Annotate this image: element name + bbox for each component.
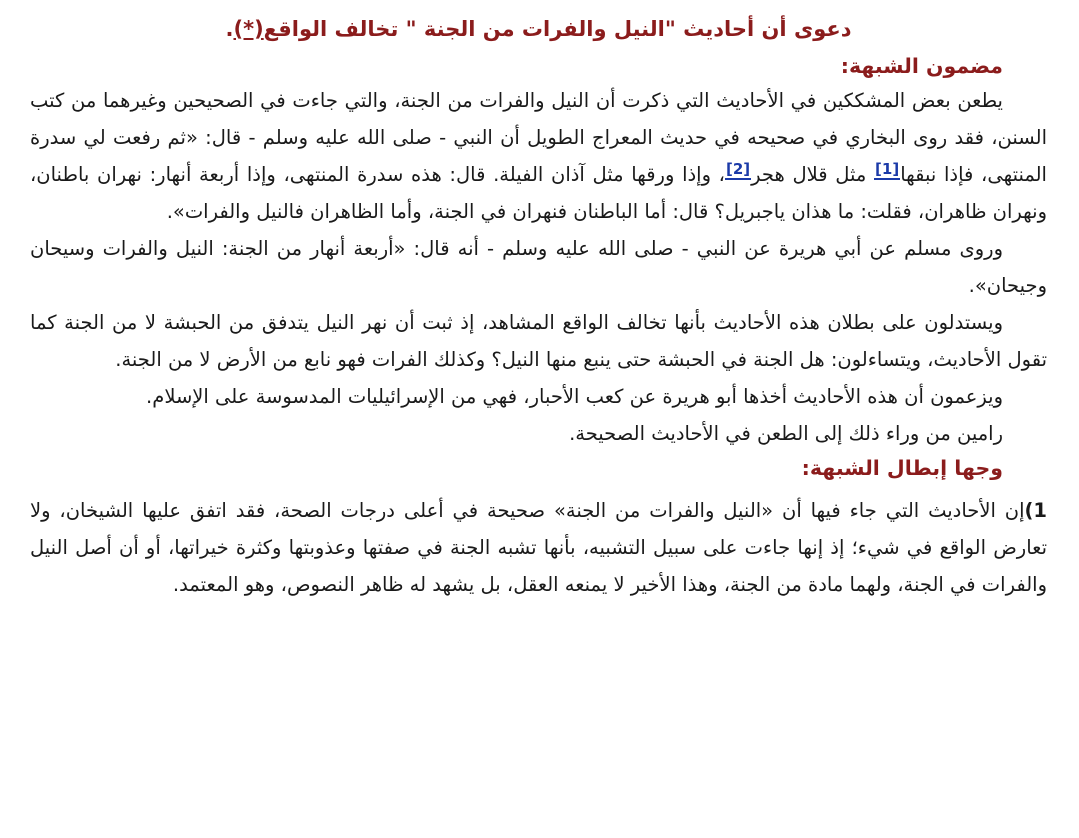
- paragraph-4: ويزعمون أن هذه الأحاديث أخذها أبو هريرة عن كعب الأحبار، فهي من الإسرائيليات المدسوسة على الإسلام.: [146, 385, 1003, 408]
- footnote-link-2[interactable]: [2]: [725, 160, 751, 178]
- paragraph-3: ويستدلون على بطلان هذه الأحاديث بأنها تخالف الواقع المشاهد، إذ ثبت أن نهر النيل يتدفق من الحبشة لا من الجنة كما تقول الأحاديث، ويتساءلون: هل الجنة في الحبشة حتى ينبع منها النيل؟ وكذلك الفرات فهو نابع من الأرض لا من الجنة.: [30, 311, 1047, 371]
- paragraph-1-part-c: ، وإذا ورقها مثل آذان الفيلة. قال: هذه سدرة المنتهى، وإذا أربعة أنهار: نهران باطنان، ونهران ظاهران، فقلت: ما هذان ياجبريل؟ قال: أما الباطنان فنهران في الجنة، وأما الظاهران فالنيل والفرات».: [30, 163, 1047, 223]
- paragraph-1-part-b: مثل قلال هجر: [751, 163, 875, 186]
- paragraph-1: [30, 82, 1047, 230]
- paragraph-6: [30, 492, 1047, 603]
- paragraph-6-text: إن الأحاديث التي جاء فيها أن «النيل والفرات من الجنة» صحيحة في أعلى درجات الصحة، فقد اتفق عليها الشيخان، ولا تعارض الواقع في شيء؛ إذ إنها جاءت على سبيل التشبيه، بأنها تشبه الجنة في صفتها وعذوبتها وكثرة خيراتها، أو أن أصل النيل والفرات في الجنة، ولهما مادة من الجنة، وهذا الأخير لا يمنعه العقل، بل يشهد له ظاهر النصوص، وهو المعتمد.: [30, 499, 1047, 596]
- section-spacer: [30, 484, 1047, 492]
- footnote-link-1[interactable]: [1]: [875, 160, 900, 178]
- section-heading-refutation: وجها إبطال الشبهة:: [801, 456, 1003, 480]
- paragraph-2: وروى مسلم عن أبي هريرة عن النبي - صلى الله عليه وسلم - أنه قال: «أربعة أنهار من الجنة: النيل والفرات وسيحان وجيحان».: [30, 237, 1047, 297]
- paragraph-1-part-a: يطعن بعض المشككين في الأحاديث التي ذكرت أن النيل والفرات من الجنة، والتي جاءت في الصحيحين وغيرهما من كتب السنن، فقد روى البخاري في صحيحه في حديث المعراج الطويل أن النبي - صلى الله عليه وسلم - قال: «ثم رفعت لي سدرة المنتهى، فإذا نبقها: [30, 89, 1047, 186]
- paragraph-5: رامين من وراء ذلك إلى الطعن في الأحاديث الصحيحة.: [569, 422, 1003, 445]
- section-heading-content: مضمون الشبهة:: [840, 54, 1003, 78]
- title-footnote-link[interactable]: (*): [233, 17, 264, 41]
- list-number: 1): [1024, 499, 1047, 522]
- page-title: دعوى أن أحاديث "النيل والفرات من الجنة " تخالف الواقع(*).: [225, 17, 852, 41]
- title-text: دعوى أن أحاديث "النيل والفرات من الجنة " تخالف الواقع: [263, 17, 852, 41]
